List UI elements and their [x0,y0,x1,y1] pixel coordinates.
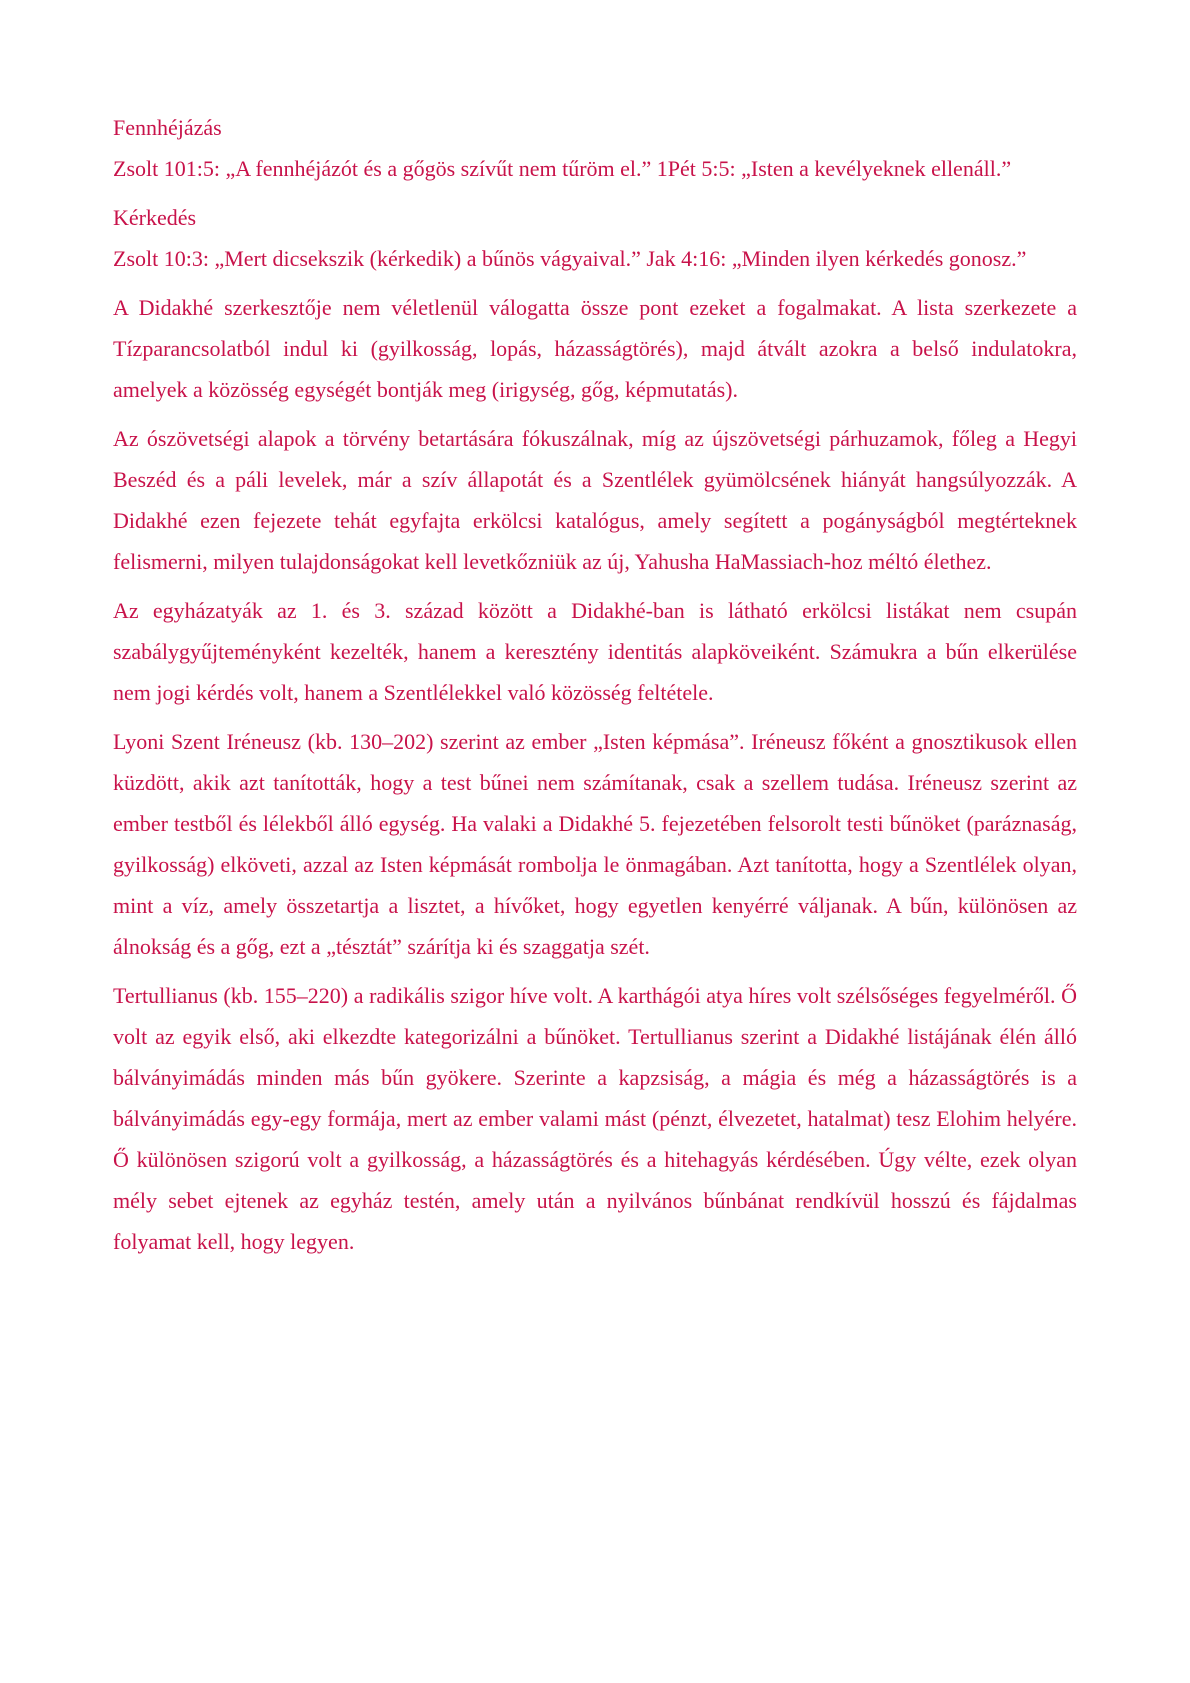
paragraph-church-fathers: Az egyházatyák az 1. és 3. század között a Didakhé-ban is látható erkölcsi listákat nem csupán szabálygyűjteményként kezelték, hanem a keresztény identitás alapköveiként. Számukra a bűn elkerülése nem jogi kérdés volt, hanem a Szentlélekkel való közösség feltétele. [113,598,1077,705]
paragraph-ireneus: Lyoni Szent Iréneusz (kb. 130–202) szerint az ember „Isten képmása”. Iréneusz főként a gnosztikusok ellen küzdött, akik azt tanították, hogy a test bűnei nem számítanak, csak a szellem tudása. Iréneusz szerint az ember testből és lélekből álló egység. Ha valaki a Didakhé 5. fejezetében felsorolt testi bűnöket (paráznaság, gyilkosság) elköveti, azzal az Isten képmását rombolja le önmagában. Azt tanította, hogy a Szentlélek olyan, mint a víz, amely összetartja a lisztet, a hívőket, hogy egyetlen kenyérré váljanak. A bűn, különösen az álnokság és a gőg, ezt a „tésztát” szárítja ki és szaggatja szét. [113,729,1077,959]
entry-title: Fennhéjázás [113,115,222,140]
entry-title: Kérkedés [113,205,197,230]
entry-fennhejazas [113,107,1077,189]
entry-text: Zsolt 101:5: „A fennhéjázót és a gőgös szívűt nem tűröm el.” 1Pét 5:5: „Isten a kevélyeknek ellenáll.” [113,156,1012,181]
paragraph-didakhe-editor: A Didakhé szerkesztője nem véletlenül válogatta össze pont ezeket a fogalmakat. A lista szerkezete a Tízparancsolatból indul ki (gyilkosság, lopás, házasságtörés), majd átvált azokra a belső indulatokra, amelyek a közösség egységét bontják meg (irigység, gőg, képmutatás). [113,295,1077,402]
paragraph-ot-nt-foundations: Az ószövetségi alapok a törvény betartására fókuszálnak, míg az újszövetségi párhuzamok, főleg a Hegyi Beszéd és a páli levelek, már a szív állapotát és a Szentlélek gyümölcsének hiányát hangsúlyozzák. A Didakhé ezen fejezete tehát egyfajta erkölcsi katalógus, amely segített a pogányságból megtérteknek felismerni, milyen tulajdonságokat kell levetkőzniük az új, Yahusha HaMassiach-hoz méltó élethez. [113,426,1077,574]
document-page [113,107,1077,1270]
entry-text: Zsolt 10:3: „Mert dicsekszik (kérkedik) a bűnös vágyaival.” Jak 4:16: „Minden ilyen kérkedés gonosz.” [113,246,1027,271]
paragraph-tertullianus: Tertullianus (kb. 155–220) a radikális szigor híve volt. A karthágói atya híres volt szélsőséges fegyelméről. Ő volt az egyik első, aki elkezdte kategorizálni a bűnöket. Tertullianus szerint a Didakhé listájának élén álló bálványimádás minden más bűn gyökere. Szerinte a kapzsiság, a mágia és még a házasságtörés is a bálványimádás egy-egy formája, mert az ember valami mást (pénzt, élvezetet, hatalmat) tesz Elohim helyére. Ő különösen szigorú volt a gyilkosság, a házasságtörés és a hitehagyás kérdésében. Úgy vélte, ezek olyan mély sebet ejtenek az egyház testén, amely után a nyilvános bűnbánat rendkívül hosszú és fájdalmas folyamat kell, hogy legyen. [113,983,1077,1254]
entry-kerkedes [113,197,1077,279]
